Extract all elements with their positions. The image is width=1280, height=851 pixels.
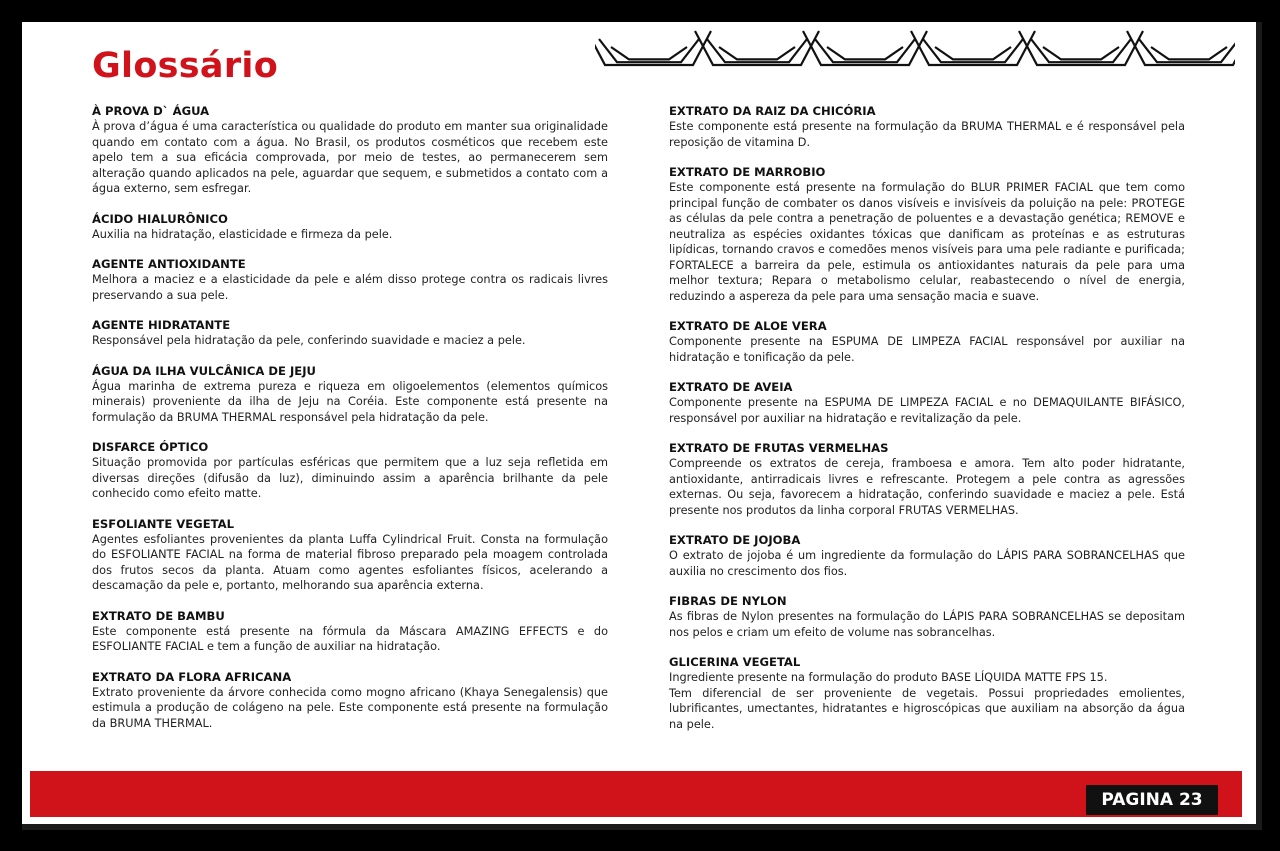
glossary-term: EXTRATO DA RAIZ DA CHICÓRIA (669, 104, 876, 118)
chevron-pattern-decoration (595, 29, 1235, 67)
footer-red-band (30, 771, 1242, 817)
glossary-term: EXTRATO DE ALOE VERA (669, 319, 827, 333)
glossary-term: AGENTE ANTIOXIDANTE (92, 257, 246, 271)
glossary-term: EXTRATO DE BAMBU (92, 608, 225, 623)
glossary-term: EXTRATO DE MARROBIO (669, 165, 826, 179)
glossary-definition: Extrato proveniente da árvore conhecida como mogno africano (Khaya Senegalensis) que estimula a produção de colágeno na pele. Este componente está presente na formulação da BRUMA THERMAL. (92, 685, 608, 730)
glossary-definition: Responsável pela hidratação da pele, conferindo suavidade e maciez a pele. (92, 334, 526, 347)
glossary-definition: Agentes esfoliantes provenientes da planta Luffa Cylindrical Fruit. Consta na formulação do ESFOLIANTE FACIAL na forma de material fibroso preparado pela moagem controlada dos frutos secos da planta. Atuam como agentes esfoliantes físicos, acelerando a descamação da pele e, portanto, melhorando sua aparência externa. (92, 532, 608, 592)
glossary-definition: Este componente está presente na formulação da BRUMA THERMAL e é responsável pela reposição de vitamina D. (669, 120, 1185, 149)
glossary-definition: As fibras de Nylon presentes na formulação do LÁPIS PARA SOBRANCELHAS se depositam nos pelos e criam um efeito de volume nas sobrancelhas. (669, 610, 1185, 639)
glossary-definition: O extrato de jojoba é um ingrediente da formulação do LÁPIS PARA SOBRANCELHAS que auxilia no crescimento dos fios. (669, 549, 1185, 578)
glossary-entry (669, 319, 1185, 365)
glossary-entry (92, 318, 608, 349)
glossary-entry (92, 517, 608, 594)
glossary-entry (92, 257, 608, 303)
glossary-entry (669, 594, 1185, 640)
glossary-definition: Situação promovida por partículas esféricas que permitem que a luz seja refletida em diversas direções (difusão da luz), diminuindo assim a aparência brilhante da pele conhecido como efeito matte. (92, 456, 608, 500)
chevron-stroke (1151, 47, 1227, 59)
glossary-term: EXTRATO DE JOJOBA (669, 533, 801, 547)
glossary-entry (92, 440, 608, 502)
page-number-badge: PAGINA 23 (1086, 785, 1218, 815)
glossary-entry (669, 104, 1185, 150)
page-title: Glossário (92, 46, 279, 86)
glossary-page (22, 22, 1256, 824)
glossary-term: ESFOLIANTE VEGETAL (92, 516, 234, 531)
chevron-stroke (1043, 47, 1119, 59)
glossary-term: À PROVA D` ÁGUA (92, 104, 210, 118)
glossary-term: EXTRATO DE AVEIA (669, 380, 793, 394)
glossary-definition: Água marinha de extrema pureza e riqueza em oligoelementos (elementos químicos minerais) proveniente da ilha de Jeju na Coréia. Este componente está presente na formulação da BRUMA THERMAL responsável pela hidratação da pele. (92, 379, 608, 424)
glossary-entry (669, 655, 1185, 732)
glossary-definition: Este componente está presente na fórmula da Máscara AMAZING EFFECTS e do ESFOLIANTE FACIAL e tem a função de auxiliar na hidratação. (92, 624, 608, 653)
glossary-term: GLICERINA VEGETAL (669, 655, 801, 669)
glossary-definition: Auxilia na hidratação, elasticidade e firmeza da pele. (92, 227, 393, 241)
glossary-entry (669, 165, 1185, 304)
glossary-definition: Compreende os extratos de cereja, framboesa e amora. Tem alto poder hidratante, antioxidante, antirradicais livres e refrescante. Protegem a pele contra as agressões externas. Ou seja, favorecem a hidratação, conferindo suavidade e maciez a pele. Está presente nos produtos da linha corporal FRUTAS VERMELHAS. (669, 457, 1185, 517)
glossary-definition: À prova d’água é uma característica ou qualidade do produto em manter sua originalidade quando em contato com a água. No Brasil, os produtos cosméticos que recebem este apelo tem a sua eficácia comprovada, por meio de testes, ao permanecerem sem alteração quando aplicados na pele, aguardar que sequem, e submetidos a contato com a água externo, sem esfregar. (92, 120, 608, 195)
glossary-entry (92, 104, 608, 197)
glossary-term: DISFARCE ÓPTICO (92, 440, 209, 454)
chevron-stroke (611, 47, 687, 59)
glossary-term: FIBRAS DE NYLON (669, 594, 787, 608)
glossary-term: EXTRATO DA FLORA AFRICANA (92, 669, 292, 684)
glossary-entry (92, 670, 608, 732)
glossary-term: EXTRATO DE FRUTAS VERMELHAS (669, 441, 889, 455)
glossary-term: AGENTE HIDRATANTE (92, 318, 231, 332)
glossary-definition: Ingrediente presente na formulação do produto BASE LÍQUIDA MATTE FPS 15. Tem diferencial de ser proveniente de vegetais. Possui propriedades emolientes, lubrificantes, umectantes, hidratantes e higroscópicas que auxiliam na absorção da água na pele. (669, 671, 1185, 731)
chevron-stroke (827, 47, 903, 59)
glossary-definition: Melhora a maciez e a elasticidade da pele e além disso protege contra os radicais livres preservando a sua pele. (92, 273, 608, 302)
glossary-entry (92, 364, 608, 426)
chevron-stroke (935, 47, 1011, 59)
glossary-entry (92, 212, 608, 243)
glossary-term: ÁCIDO HIALURÔNICO (92, 211, 228, 226)
glossary-entry (669, 533, 1185, 579)
glossary-entry (92, 609, 608, 655)
glossary-left-column (92, 104, 608, 746)
glossary-right-column (669, 104, 1185, 747)
glossary-entry (669, 380, 1185, 426)
glossary-definition: Componente presente na ESPUMA DE LIMPEZA FACIAL e no DEMAQUILANTE BIFÁSICO, responsável por auxiliar na hidratação e revitalização da pele. (669, 396, 1185, 425)
chevron-stroke (719, 47, 795, 59)
glossary-definition: Componente presente na ESPUMA DE LIMPEZA FACIAL responsável por auxiliar na hidratação e tonificação da pele. (669, 335, 1185, 364)
glossary-definition: Este componente está presente na formulação do BLUR PRIMER FACIAL que tem como principal função de combater os danos visíveis e invisíveis da poluição na pele: PROTEGE as células da pele contra a penetração de poluentes e a devastação genética; REMOVE e neutraliza as espécies oxidantes tóxicas que danificam as proteínas e as estruturas lipídicas, tornando cravos e comedões menos visíveis para uma pele radiante e purificada; FORTALECE a barreira da pele, estimula os antioxidantes naturais da pele para uma melhor textura; Repara o metabolismo celular, reabastecendo o nível de energia, reduzindo a aspereza da pele para uma sensação macia e suave. (669, 181, 1185, 303)
glossary-term: ÁGUA DA ILHA VULCÂNICA DE JEJU (92, 363, 316, 378)
glossary-entry (669, 441, 1185, 518)
